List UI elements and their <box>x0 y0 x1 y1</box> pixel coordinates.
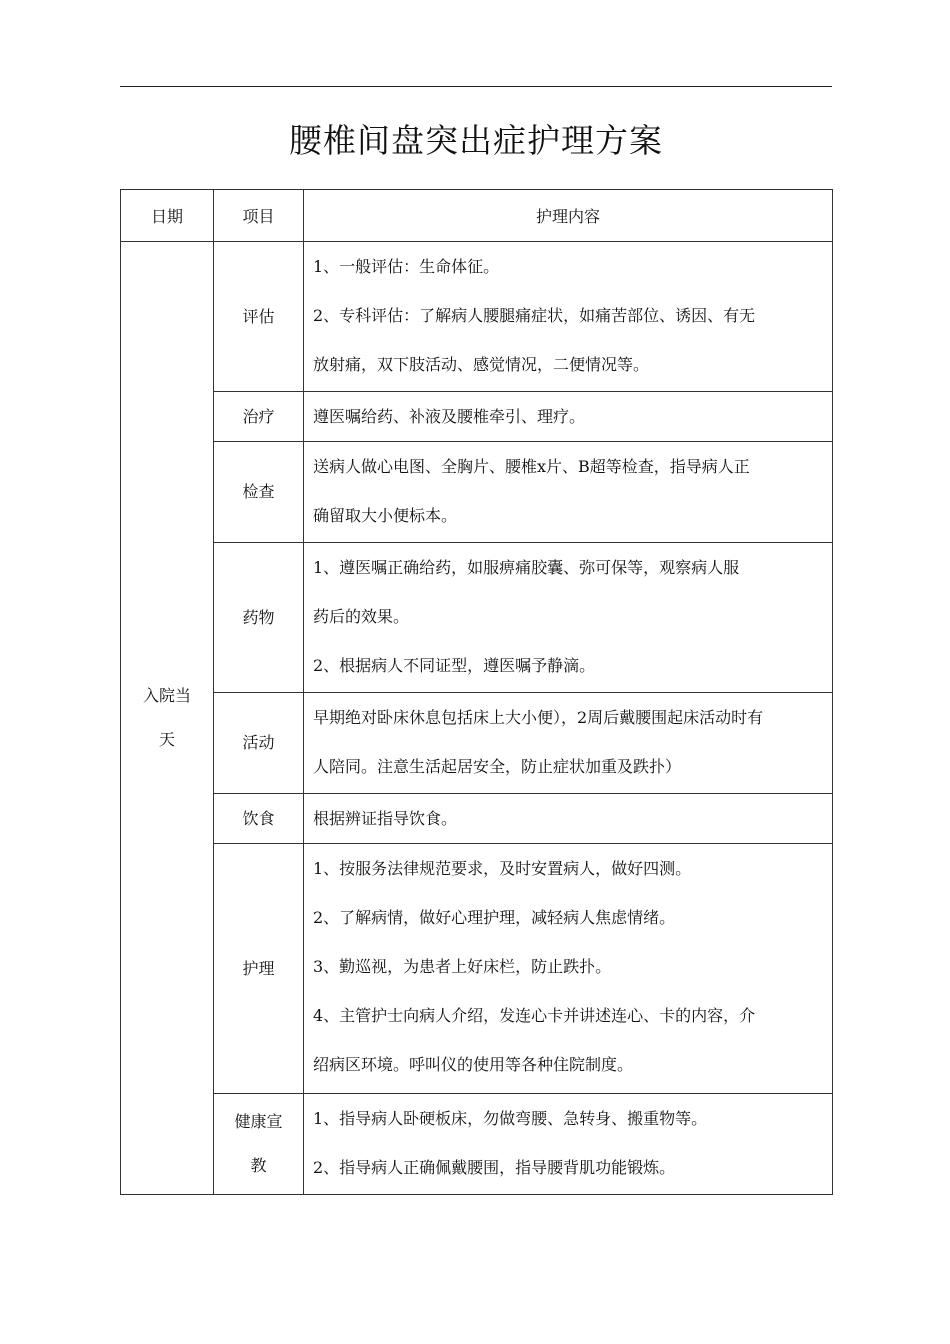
content-line: 遵医嘱给药、补液及腰椎牵引、理疗。 <box>313 407 586 426</box>
content-line: 根据辨证指导饮食。 <box>313 809 458 828</box>
table-row <box>121 543 833 693</box>
content-cell <box>304 693 833 794</box>
content-line: 1、指导病人卧硬板床，勿做弯腰、急转身、搬重物等。 <box>313 1109 708 1128</box>
content-line: 早期绝对卧床休息包括床上大小便），2周后戴腰围起床活动时有 <box>313 708 764 727</box>
table-row <box>121 844 833 1094</box>
item-cell <box>214 794 304 844</box>
top-rule <box>120 86 832 87</box>
table-row <box>121 392 833 442</box>
content-line: 放射痛，双下肢活动、感觉情况，二便情况等。 <box>313 355 650 374</box>
content-line: 4、主管护士向病人介绍，发连心卡并讲述连心、卡的内容，介 <box>313 1006 756 1025</box>
content-line: 确留取大小便标本。 <box>313 506 458 525</box>
item-label: 活动 <box>242 733 275 752</box>
content-line: 2、专科评估：了解病人腰腿痛症状，如痛苦部位、诱因、有无 <box>313 306 756 325</box>
item-cell <box>214 693 304 794</box>
item-cell <box>214 442 304 543</box>
header-content: 护理内容 <box>304 190 833 242</box>
table-row <box>121 794 833 844</box>
content-line: 药后的效果。 <box>313 607 410 626</box>
table-header-row <box>121 190 833 242</box>
table-row <box>121 242 833 392</box>
item-label: 健康宣教 <box>234 1112 283 1175</box>
item-cell <box>214 543 304 693</box>
item-label: 治疗 <box>242 406 275 426</box>
page-title: 腰椎间盘突出症护理方案 <box>289 121 663 160</box>
content-line: 1、按服务法律规范要求，及时安置病人，做好四测。 <box>313 859 692 878</box>
item-label: 药物 <box>242 607 275 627</box>
item-cell <box>214 844 304 1094</box>
item-cell <box>214 392 304 442</box>
content-line: 绍病区环境。呼叫仪的使用等各种住院制度。 <box>313 1055 634 1074</box>
content-line: 3、勤巡视，为患者上好床栏，防止跌扑。 <box>313 957 612 976</box>
content-cell <box>304 543 833 693</box>
item-label: 检查 <box>242 482 275 501</box>
date-cell <box>121 242 214 1195</box>
content-line: 2、指导病人正确佩戴腰围，指导腰背肌功能锻炼。 <box>313 1158 676 1177</box>
content-cell <box>304 442 833 543</box>
content-cell <box>304 1094 833 1195</box>
item-label: 评估 <box>242 306 275 326</box>
date-label: 入院当天 <box>142 686 191 749</box>
nursing-plan-table <box>120 189 833 1195</box>
table-body <box>121 242 833 1195</box>
content-line: 1、一般评估：生命体征。 <box>313 257 500 276</box>
item-cell <box>214 1094 304 1195</box>
content-line: 1、遵医嘱正确给药，如服痹痛胶囊、弥可保等，观察病人服 <box>313 558 740 577</box>
content-cell <box>304 844 833 1094</box>
header-date: 日期 <box>121 190 214 242</box>
content-line: 送病人做心电图、全胸片、腰椎x片、B超等检查，指导病人正 <box>313 457 750 476</box>
item-label: 饮食 <box>242 808 275 828</box>
content-line: 2、根据病人不同证型，遵医嘱予静滴。 <box>313 656 596 675</box>
item-cell <box>214 242 304 392</box>
table-row <box>121 1094 833 1195</box>
table-row <box>121 693 833 794</box>
table-row <box>121 442 833 543</box>
content-cell <box>304 242 833 392</box>
item-label: 护理 <box>242 958 275 978</box>
content-line: 人陪同。注意生活起居安全，防止症状加重及跌扑） <box>313 757 682 776</box>
content-cell <box>304 794 833 844</box>
header-item: 项目 <box>214 190 304 242</box>
content-line: 2、了解病情，做好心理护理，减轻病人焦虑情绪。 <box>313 908 676 927</box>
content-cell <box>304 392 833 442</box>
